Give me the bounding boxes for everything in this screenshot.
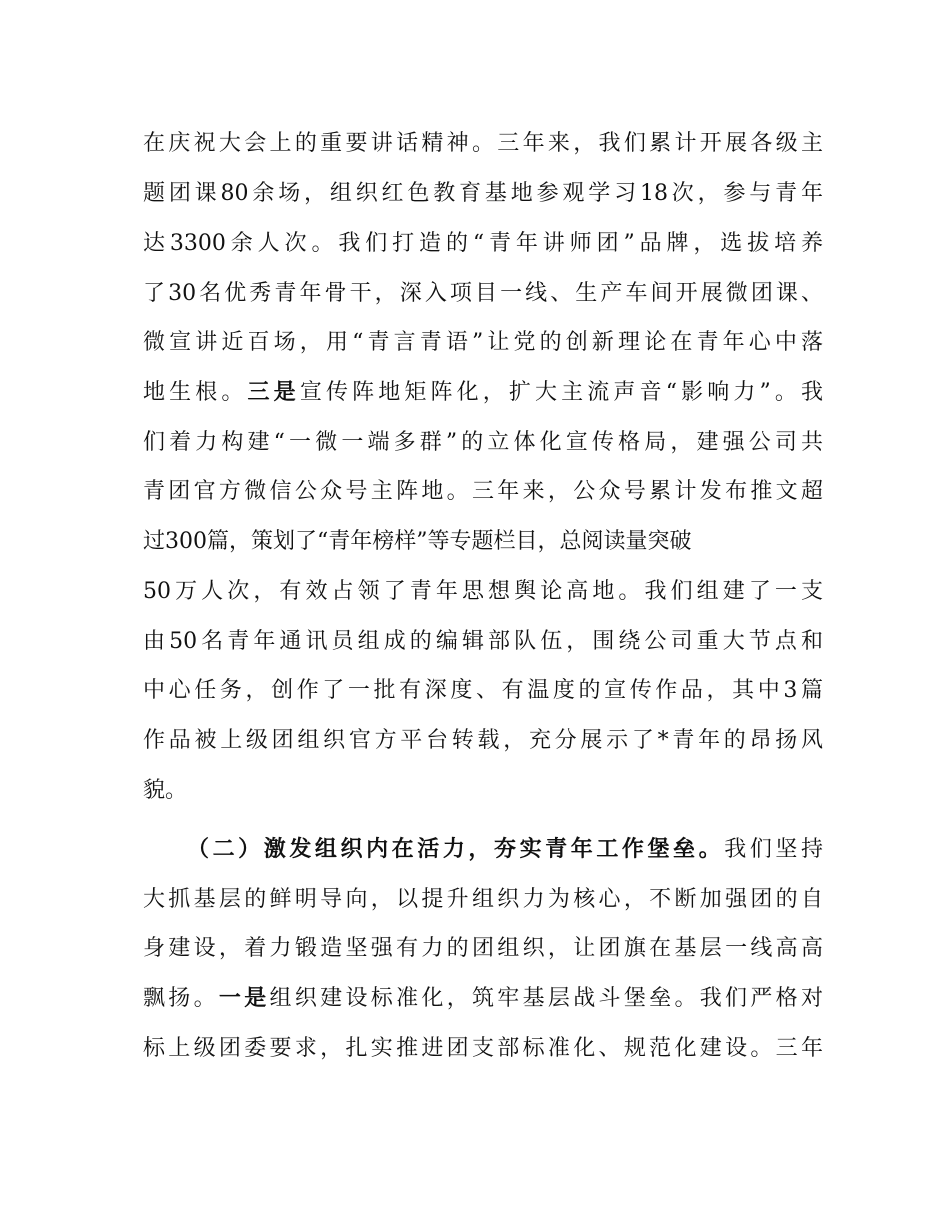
text-line: 微宣讲近百场，用“青言青语”让党的创新理论在青年心中落: [143, 330, 823, 355]
bold-keyword: 三是: [247, 380, 300, 405]
text-segment: 地生根。: [143, 380, 248, 405]
text-line: 中心任务，创作了一批有深度、有温度的宣传作品，其中3篇: [143, 678, 823, 703]
text-line: [143, 979, 823, 1019]
text-line: 青团官方微信公众号主阵地。三年来，公众号累计发布推文超: [143, 479, 823, 504]
text-line: 身建设，着力锻造坚强有力的团组织，让团旗在基层一线高高: [143, 936, 823, 961]
section-heading: （二）激发组织内在活力，夯实青年工作堡垒。: [187, 837, 725, 862]
text-segment: 我们坚持: [724, 837, 823, 862]
text-line: [143, 373, 823, 413]
text-segment: 组织建设标准化，筑牢基层战斗堡垒。我们严格对: [269, 986, 823, 1011]
text-line: 们着力构建“一微一端多群”的立体化宣传格局，建强公司共: [143, 430, 823, 455]
text-line: 貌。: [143, 778, 188, 803]
text-line: 50万人次，有效占领了青年思想舆论高地。我们组建了一支: [143, 579, 823, 604]
text-segment: 飘扬。: [143, 986, 219, 1011]
text-line: 作品被上级团组织官方平台转载，充分展示了*青年的昂扬风: [143, 728, 823, 753]
bold-keyword: 一是: [218, 986, 270, 1011]
text-line: 达3300余人次。我们打造的“青年讲师团”品牌，选拔培养: [143, 231, 823, 256]
text-line: 题团课80余场，组织红色教育基地参观学习18次，参与青年: [143, 181, 823, 206]
text-line: 大抓基层的鲜明导向，以提升组织力为核心，不断加强团的自: [143, 887, 823, 912]
text-line: 了30名优秀青年骨干，深入项目一线、生产车间开展微团课、: [143, 281, 823, 306]
text-line: 由50名青年通讯员组成的编辑部队伍，围绕公司重大节点和: [143, 629, 823, 654]
text-line: 标上级团委要求，扎实推进团支部标准化、规范化建设。三年: [143, 1036, 823, 1061]
text-segment: 宣传阵地矩阵化，扩大主流声音“影响力”。我: [299, 380, 823, 405]
text-line: 过300篇，策划了“青年榜样”等专题栏目，总阅读量突破: [143, 529, 692, 554]
section-heading-line: [187, 830, 823, 870]
text-line: 在庆祝大会上的重要讲话精神。三年来，我们累计开展各级主: [143, 131, 823, 156]
